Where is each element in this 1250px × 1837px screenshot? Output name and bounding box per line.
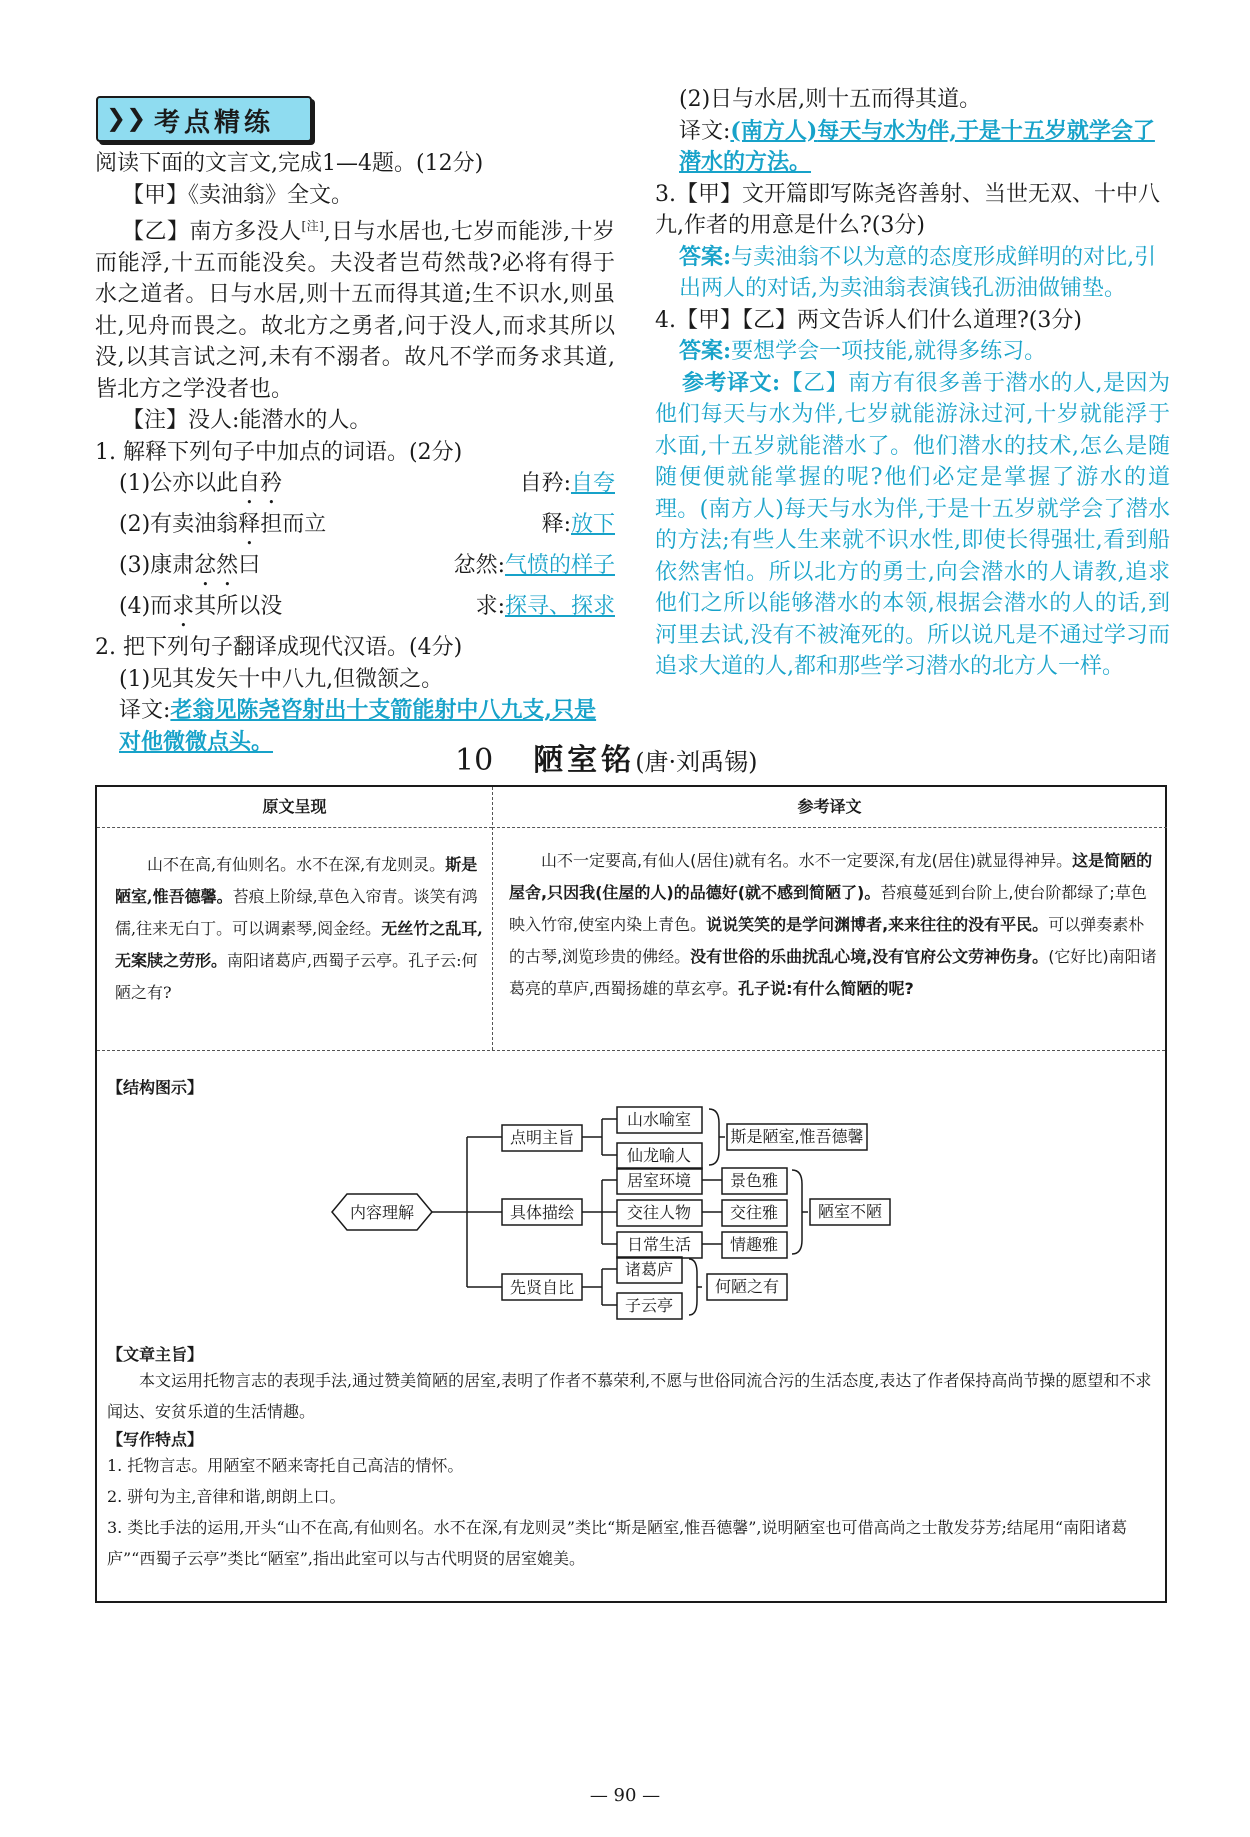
feature-item: 1. 托物言志。用陋室不陋来寄托自己高洁的情怀。 <box>107 1456 464 1475</box>
left-column <box>95 148 615 758</box>
q2-1: (1)见其发矢十中八九,但微颔之。 <box>119 666 444 692</box>
leaf-node: 日常生活 <box>626 1235 692 1254</box>
leaf-node: 交往人物 <box>626 1203 692 1222</box>
question-2: 2. 把下列句子翻译成现代汉语。(4分) <box>95 635 463 661</box>
branch-node: 先贤自比 <box>509 1278 575 1297</box>
question-1: 1. 解释下列句子中加点的词语。(2分) <box>95 439 463 465</box>
q1-item: (2)有卖油翁释担而立 释:放下 <box>119 512 615 538</box>
answer: 放下 <box>570 512 615 538</box>
page-number: — 90 — <box>589 1785 661 1806</box>
page-title: 10 陋室铭(唐·刘禹锡) <box>455 743 758 778</box>
q1-list <box>95 468 615 632</box>
features-label: 【写作特点】 <box>107 1430 204 1449</box>
q1-item: (4)而求其所以没 求:探寻、探求 <box>119 594 615 620</box>
branch-node: 点明主旨 <box>509 1128 575 1147</box>
result-node: 情趣雅 <box>729 1235 779 1254</box>
branch-node: 具体描绘 <box>509 1203 575 1222</box>
q2-1-answer: 译文:老翁见陈尧咨射出十支箭能射中八九支,只是对他微微点头。 <box>119 697 597 755</box>
structure-diagram <box>97 1097 1165 1337</box>
double-chevron-icon: ❯❯ <box>106 104 147 132</box>
header-translation: 参考译文 <box>492 787 1167 828</box>
q1-item: (3)康肃忿然曰 忿然:气愤的样子 <box>119 553 615 579</box>
q3-answer: 答案:与卖油翁不以为意的态度形成鲜明的对比,引出两人的对话,为卖油翁表演钱孔沥油做铺垫。 <box>679 243 1157 301</box>
q2-2: (2)日与水居,则十五而得其道。 <box>679 87 982 112</box>
leaf-node: 居室环境 <box>626 1171 692 1190</box>
banner-title: 考点精练 <box>154 108 275 138</box>
answer: 气愤的样子 <box>504 553 615 579</box>
leaf-node: 仙龙喻人 <box>626 1146 692 1165</box>
diagram-label: 【结构图示】 <box>107 1078 204 1097</box>
feature-item: 2. 骈句为主,音律和谐,朗朗上口。 <box>107 1487 346 1506</box>
question-4: 4.【甲】【乙】两文告诉人们什么道理?(3分) <box>655 307 1082 333</box>
note: 【注】没人:能潜水的人。 <box>122 408 372 434</box>
q1-item: (1)公亦以此自矜 自矜:自夸 <box>119 471 615 497</box>
result-node: 斯是陋室,惟吾德馨 <box>730 1127 864 1146</box>
leaf-node: 子云亭 <box>624 1296 674 1315</box>
original-text: 山不在高,有仙则名。水不在深,有龙则灵。斯是陋室,惟吾德馨。苔痕上阶绿,草色入帘青。谈笑有鸿儒,往来无白丁。可以调素琴,阅金经。无丝竹之乱耳,无案牍之劳形。南阳诸葛庐,西蜀子云亭。孔子云:何陋之有? <box>115 855 483 1002</box>
lesson-box <box>95 785 1167 1603</box>
answer: 探寻、探求 <box>504 594 615 620</box>
question-3: 3.【甲】文开篇即写陈尧咨善射、当世无双、十中八九,作者的用意是什么?(3分) <box>655 181 1160 238</box>
answer: 自夸 <box>570 471 615 497</box>
result-node: 陋室不陋 <box>817 1202 883 1221</box>
leaf-node: 山水喻室 <box>626 1110 692 1129</box>
result-node: 景色雅 <box>729 1171 779 1190</box>
intro: 阅读下面的文言文,完成1—4题。(12分) <box>95 151 484 176</box>
feature-item: 3. 类比手法的运用,开头“山不在高,有仙则名。水不在深,有龙则灵”类比“斯是陋室,惟吾德馨”,说明陋室也可借高尚之士散发芬芳;结尾用“南阳诸葛庐”“西蜀子云亭”类比“陋室”,指出此室可以与古代明贤的居室媲美。 <box>107 1518 1128 1568</box>
q2-2-answer: 译文:(南方人)每天与水为伴,于是十五岁就学会了潜水的方法。 <box>679 117 1155 175</box>
leaf-node: 诸葛庐 <box>624 1260 674 1279</box>
q4-answer: 答案:要想学会一项技能,就得多练习。 <box>679 338 1047 364</box>
passage-yi: 【乙】南方多没人[注],日与水居也,七岁而能涉,十岁而能浮,十五而能没矣。夫没者岂苟然哉?必将有得于水之道者。日与水居,则十五而得其道;生不识水,则虽壮,见舟而畏之。故北方之勇者,问于没人,而求其所以没,以其言试之河,未有不溺者。故凡不学而务求其道,皆北方之学没者也。 <box>95 219 615 402</box>
result-node: 交往雅 <box>729 1203 779 1222</box>
result-node: 何陋之有 <box>714 1277 780 1296</box>
passage-jia: 【甲】《卖油翁》全文。 <box>122 182 354 208</box>
header-original: 原文呈现 <box>97 787 492 828</box>
theme-section <box>107 1342 1157 1574</box>
row-divider <box>97 1050 1165 1051</box>
translation-text: 山不一定要高,有仙人(居住)就有名。水不一定要深,有龙(居住)就显得神异。这是简陋的屋舍,只因我(住屋的人)的品德好(就不感到简陋了)。苔痕蔓延到台阶上,使台阶都绿了;草色映入竹帘,使室内染上青色。说说笑笑的是学问渊博者,来来往往的没有平民。可以弹奏素朴的古琴,浏览珍贵的佛经。没有世俗的乐曲扰乱心境,没有官府公文劳神伤身。(它好比)南阳诸葛亮的草庐,西蜀扬雄的草玄亭。孔子说:有什么简陋的呢? <box>509 851 1157 998</box>
theme-text: 本文运用托物言志的表现手法,通过赞美简陋的居室,表明了作者不慕荣利,不愿与世俗同流合污的生活态度,表达了作者保持高尚节操的愿望和不求闻达、安贫乐道的生活情趣。 <box>107 1371 1152 1421</box>
root-node: 内容理解 <box>349 1203 415 1222</box>
column-divider <box>492 787 493 1050</box>
theme-label: 【文章主旨】 <box>107 1345 204 1364</box>
section-banner <box>96 96 312 142</box>
right-column <box>655 84 1170 683</box>
reference-translation: 参考译文:【乙】南方有很多善于潜水的人,是因为他们每天与水为伴,七岁就能游泳过河,十岁就能浮于水面,十五岁就能潜水了。他们潜水的技术,怎么是随随便便就能掌握的呢?他们必定是掌握了游水的道理。(南方人)每天与水为伴,于是十五岁就学会了潜水的方法;有些人生来就不识水性,即使长得强壮,看到船依然害怕。所以北方的勇士,向会潜水的人请教,追求他们之所以能够潜水的本领,根据会潜水的人的话,到河里去试,没有不被淹死的。所以说凡是不通过学习而追求大道的人,都和那些学习潜水的北方人一样。 <box>655 369 1171 679</box>
